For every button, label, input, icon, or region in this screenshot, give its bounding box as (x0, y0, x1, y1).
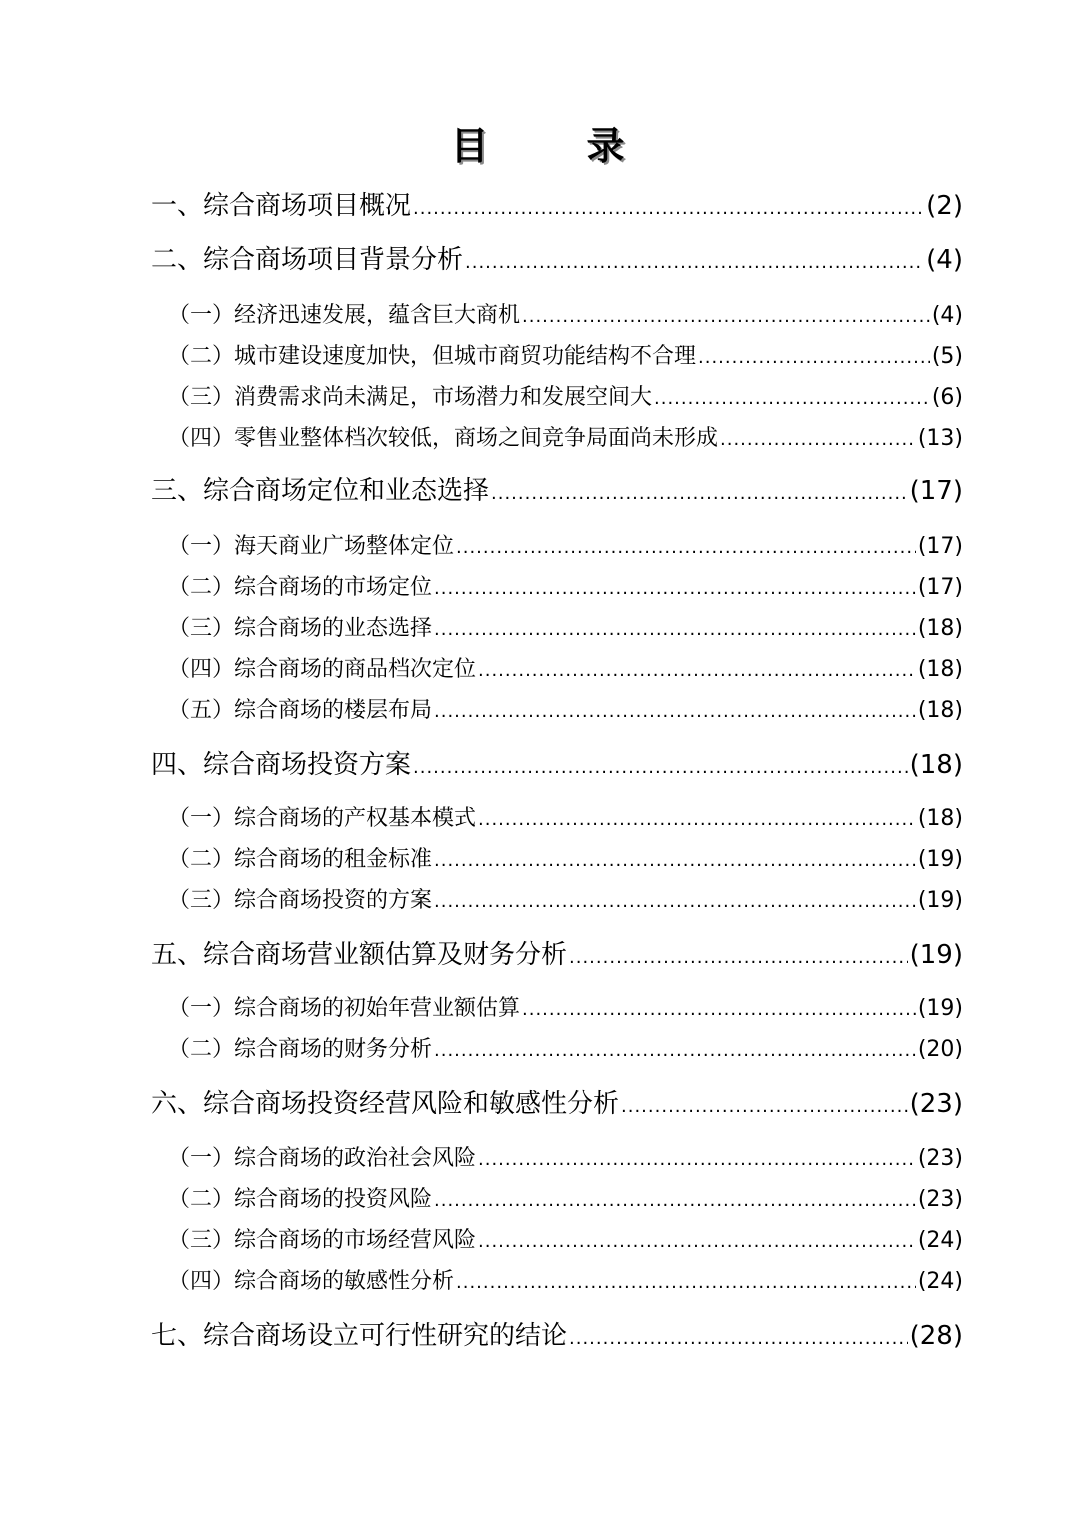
toc-entry-chapter-5[interactable] (151, 937, 963, 976)
dot-leader (434, 1035, 916, 1067)
toc-entry-section-2-4[interactable] (168, 423, 963, 456)
toc-entry-page: (23) (917, 1146, 963, 1171)
dot-leader (654, 383, 930, 415)
dot-leader (413, 191, 924, 227)
toc-entry-section-5-1[interactable] (168, 993, 963, 1026)
toc-entry-section-3-1[interactable] (168, 531, 963, 564)
toc-entry-page: (17) (917, 575, 963, 600)
toc-entry-section-2-3[interactable] (168, 382, 963, 415)
toc-entry-label: 三、综合商场定位和业态选择 (151, 476, 490, 506)
toc-entry-label: （二）综合商场的租金标准 (168, 847, 433, 872)
toc-entry-label: （四）综合商场的敏感性分析 (168, 1269, 455, 1294)
toc-entry-label: 二、综合商场项目背景分析 (151, 245, 464, 275)
toc-entry-page: (18) (917, 806, 963, 831)
dot-leader (478, 1144, 916, 1176)
dot-leader (491, 476, 908, 512)
toc-entry-label: （二）综合商场的投资风险 (168, 1187, 433, 1212)
toc-entry-page: (24) (917, 1269, 963, 1294)
toc-entry-section-5-2[interactable] (168, 1034, 963, 1067)
toc-entry-chapter-4[interactable] (151, 747, 963, 786)
toc-entry-page: (18) (917, 616, 963, 641)
toc-entry-section-3-2[interactable] (168, 572, 963, 605)
toc-entry-label: 一、综合商场项目概况 (151, 191, 412, 221)
dot-leader (522, 301, 930, 333)
toc-title: 目 录 (450, 124, 655, 168)
toc-entry-label: （三）消费需求尚未满足，市场潜力和发展空间大 (168, 385, 653, 410)
toc-entry-label: （四）综合商场的商品档次定位 (168, 657, 477, 682)
toc-entry-page: (19) (917, 996, 963, 1021)
toc-entry-chapter-1[interactable] (151, 188, 963, 227)
toc-entry-label: （一）综合商场的政治社会风险 (168, 1146, 477, 1171)
toc-entry-label: （一）海天商业广场整体定位 (168, 534, 455, 559)
toc-entry-page: (24) (917, 1228, 963, 1253)
toc-entry-label: （一）经济迅速发展，蕴含巨大商机 (168, 303, 521, 328)
toc-entry-page: (23) (909, 1089, 963, 1119)
dot-leader (522, 994, 916, 1026)
toc-entry-label: （二）综合商场的财务分析 (168, 1037, 433, 1062)
toc-entry-page: (4) (926, 245, 963, 275)
toc-entry-label: （一）综合商场的产权基本模式 (168, 806, 477, 831)
toc-entry-label: 四、综合商场投资方案 (151, 750, 412, 780)
dot-leader (434, 1185, 916, 1217)
dot-leader (456, 1267, 916, 1299)
dot-leader (434, 696, 916, 728)
dot-leader (569, 940, 908, 976)
toc-entry-label: （二）城市建设速度加快，但城市商贸功能结构不合理 (168, 344, 697, 369)
dot-leader (465, 245, 924, 281)
dot-leader (621, 1089, 908, 1125)
toc-entry-section-2-1[interactable] (168, 300, 963, 333)
toc-entry-page: (13) (917, 426, 963, 451)
dot-leader (478, 655, 916, 687)
toc-entry-label: （四）零售业整体档次较低，商场之间竞争局面尚未形成 (168, 426, 719, 451)
toc-entry-page: (19) (917, 847, 963, 872)
toc-entry-page: (18) (917, 657, 963, 682)
toc-entry-section-3-4[interactable] (168, 654, 963, 687)
dot-leader (478, 1226, 916, 1258)
toc-entry-page: (17) (917, 534, 963, 559)
toc-entry-section-2-2[interactable] (168, 341, 963, 374)
dot-leader (569, 1321, 908, 1357)
dot-leader (478, 804, 916, 836)
toc-entry-section-4-1[interactable] (168, 803, 963, 836)
toc-entry-chapter-3[interactable] (151, 473, 963, 512)
toc-entry-section-6-3[interactable] (168, 1225, 963, 1258)
toc-entry-page: (17) (909, 476, 963, 506)
toc-entry-page: (5) (931, 344, 963, 369)
toc-entry-page: (23) (917, 1187, 963, 1212)
toc-entry-chapter-2[interactable] (151, 242, 963, 281)
toc-entry-label: 六、综合商场投资经营风险和敏感性分析 (151, 1089, 620, 1119)
toc-entry-page: (19) (909, 940, 963, 970)
dot-leader (434, 614, 916, 646)
toc-entry-label: （三）综合商场的业态选择 (168, 616, 433, 641)
toc-entry-section-6-1[interactable] (168, 1143, 963, 1176)
toc-entry-section-6-2[interactable] (168, 1184, 963, 1217)
toc-entry-label: （一）综合商场的初始年营业额估算 (168, 996, 521, 1021)
toc-entry-page: (4) (931, 303, 963, 328)
toc-entry-section-4-3[interactable] (168, 885, 963, 918)
toc-entry-page: (19) (917, 888, 963, 913)
dot-leader (434, 845, 916, 877)
toc-entry-section-3-3[interactable] (168, 613, 963, 646)
toc-entry-label: 五、综合商场营业额估算及财务分析 (151, 940, 568, 970)
toc-entry-section-3-5[interactable] (168, 695, 963, 728)
dot-leader (456, 532, 916, 564)
toc-entry-label: （五）综合商场的楼层布局 (168, 698, 433, 723)
toc-entry-page: (18) (917, 698, 963, 723)
toc-entry-section-6-4[interactable] (168, 1266, 963, 1299)
toc-entry-page: (2) (926, 191, 963, 221)
toc-entry-page: (18) (909, 750, 963, 780)
dot-leader (413, 750, 908, 786)
toc-entry-label: （三）综合商场投资的方案 (168, 888, 433, 913)
toc-entry-label: 七、综合商场设立可行性研究的结论 (151, 1321, 568, 1351)
toc-entry-section-4-2[interactable] (168, 844, 963, 877)
toc-entry-page: (6) (931, 385, 963, 410)
toc-entry-label: （三）综合商场的市场经营风险 (168, 1228, 477, 1253)
dot-leader (720, 424, 916, 456)
toc-entry-page: (28) (909, 1321, 963, 1351)
toc-entry-chapter-6[interactable] (151, 1086, 963, 1125)
dot-leader (698, 342, 930, 374)
dot-leader (434, 886, 916, 918)
toc-entry-label: （二）综合商场的市场定位 (168, 575, 433, 600)
toc-entry-chapter-7[interactable] (151, 1318, 963, 1357)
dot-leader (434, 573, 916, 605)
toc-entry-page: (20) (917, 1037, 963, 1062)
